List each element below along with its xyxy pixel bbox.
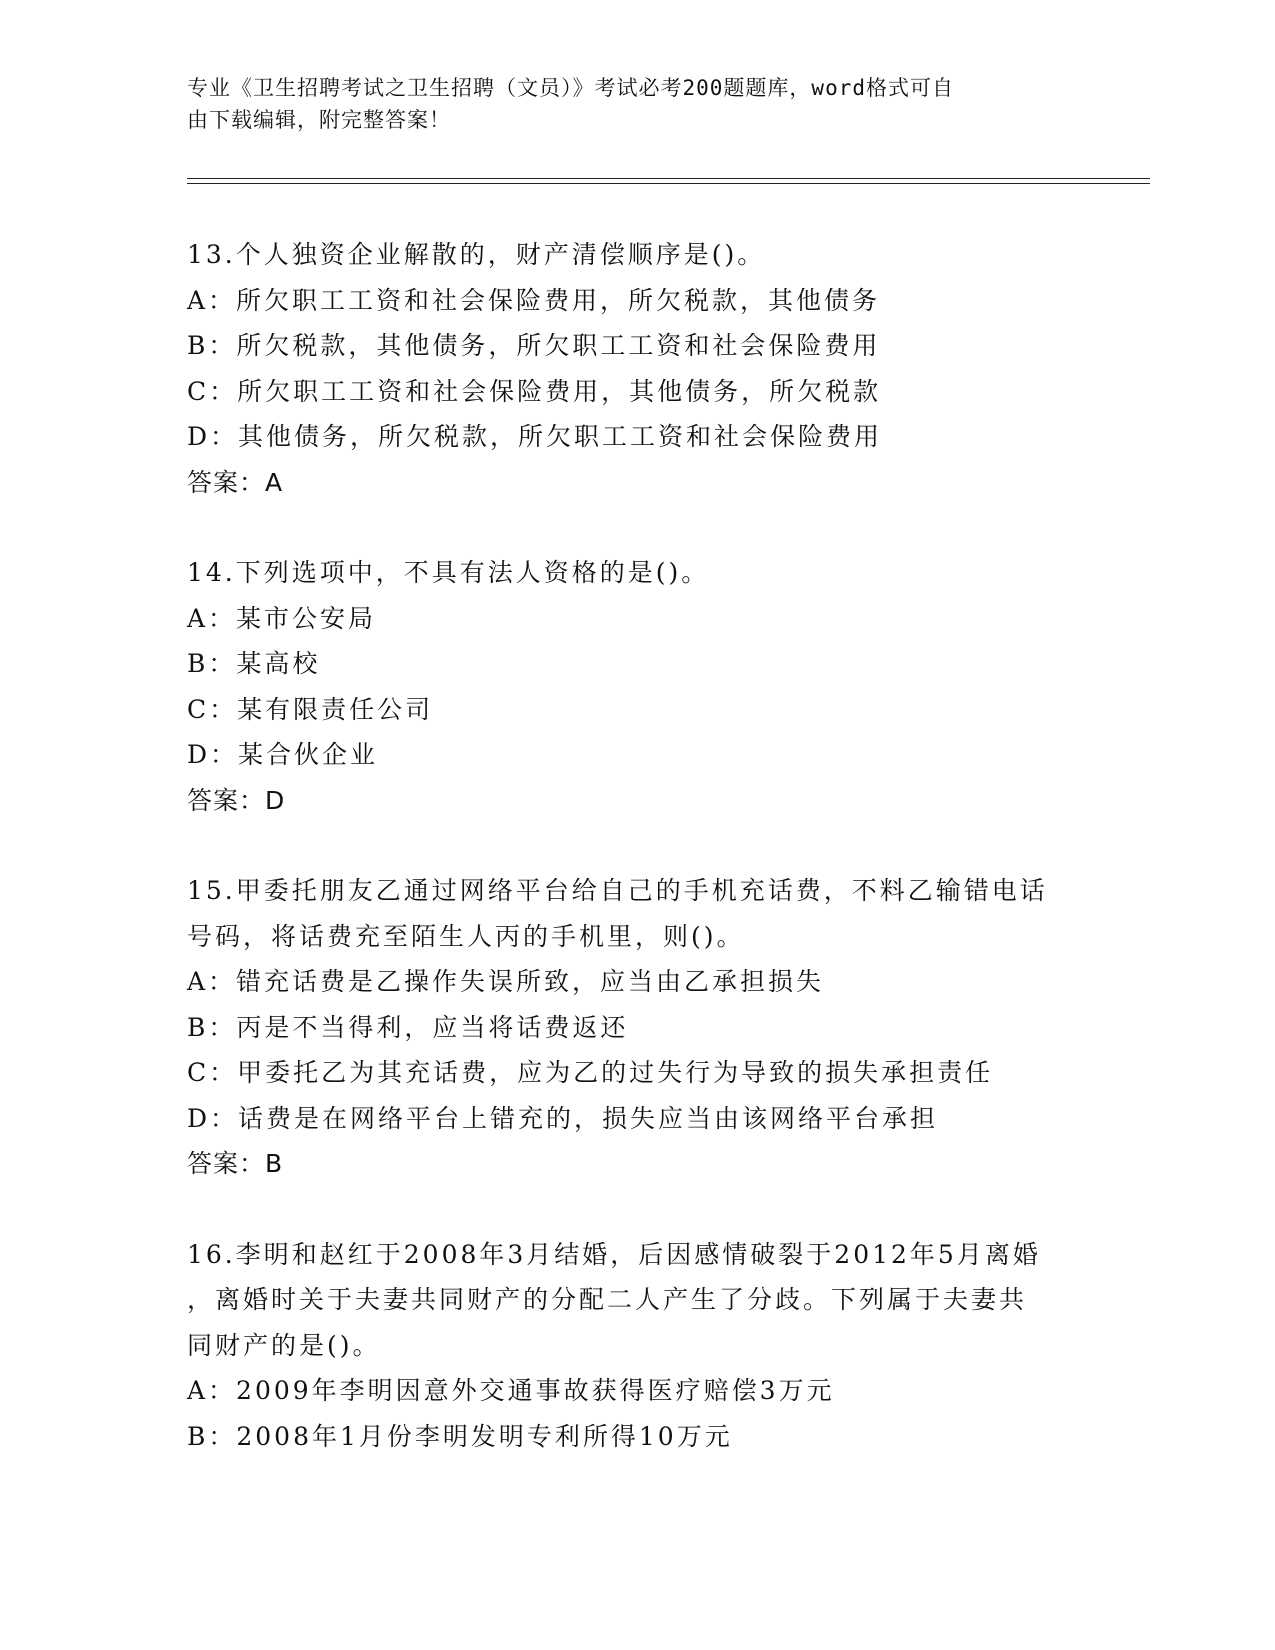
answer: 答案：B: [187, 1149, 284, 1178]
question-stem: 14.下列选项中，不具有法人资格的是()。: [187, 558, 710, 587]
header-line-2: 由下载编辑，附完整答案！: [187, 108, 451, 132]
option-b: B：所欠税款，其他债务，所欠职工工资和社会保险费用: [187, 331, 881, 360]
header-divider-bottom: [187, 183, 1150, 184]
option-a: A：某市公安局: [187, 603, 377, 633]
question-15: [187, 868, 1087, 1187]
option-a: A：2009年李明因意外交通事故获得医疗赔偿3万元: [187, 1376, 835, 1405]
question-list: [187, 232, 1087, 1459]
option-c: C：甲委托乙为其充话费，应为乙的过失行为导致的损失承担责任: [187, 1058, 994, 1087]
header-divider-top: [187, 178, 1150, 179]
question-stem-line-1: 15.甲委托朋友乙通过网络平台给自己的手机充话费，不料乙输错电话: [187, 876, 1048, 905]
option-b: B：某高校: [187, 649, 321, 678]
option-a: A：错充话费是乙操作失误所致，应当由乙承担损失: [187, 967, 825, 996]
answer: 答案：A: [187, 467, 284, 497]
question-14: [187, 550, 1087, 823]
question-13: [187, 232, 1087, 505]
header-line-1: 专业《卫生招聘考试之卫生招聘（文员）》考试必考200题题库，word格式可自: [187, 76, 954, 100]
question-stem-line-1: 16.李明和赵红于2008年3月结婚，后因感情破裂于2012年5月离婚: [187, 1239, 1041, 1269]
document-header: [187, 72, 1067, 136]
option-b: B：2008年1月份李明发明专利所得10万元: [187, 1421, 733, 1451]
question-stem-line-2: ，离婚时关于夫妻共同财产的分配二人产生了分歧。下列属于夫妻共: [187, 1285, 1028, 1314]
question-16: [187, 1232, 1087, 1460]
option-d: D：某合伙企业: [187, 740, 379, 769]
option-c: C：所欠职工工资和社会保险费用，其他债务，所欠税款: [187, 376, 882, 406]
option-b: B：丙是不当得利，应当将话费返还: [187, 1012, 629, 1042]
option-c: C：某有限责任公司: [187, 694, 434, 724]
answer: 答案：D: [187, 785, 286, 815]
question-stem: 13.个人独资企业解散的，财产清偿顺序是()。: [187, 240, 766, 269]
question-stem-line-2: 号码，将话费充至陌生人丙的手机里，则()。: [187, 921, 745, 951]
option-a: A：所欠职工工资和社会保险费用，所欠税款，其他债务: [187, 285, 881, 315]
question-stem-line-3: 同财产的是()。: [187, 1330, 381, 1360]
option-d: D：其他债务，所欠税款，所欠职工工资和社会保险费用: [187, 422, 883, 451]
option-d: D：话费是在网络平台上错充的，损失应当由该网络平台承担: [187, 1103, 939, 1133]
